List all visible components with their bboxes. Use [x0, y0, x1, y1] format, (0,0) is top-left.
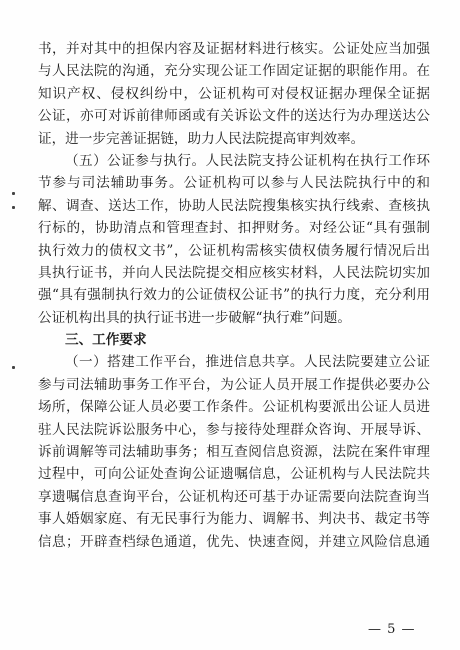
text-line: 强“具有强制执行效力的公证债权公证书”的执行力度，充分利用: [38, 287, 430, 304]
text-line: 过程中，可向公证处查询公证遗嘱信息，公证机构与人民法院共: [38, 466, 430, 483]
text-line: 公证，亦可对诉前律师函或有关诉讼文件的送达行为办理送达公: [38, 108, 430, 125]
text-line: 参与司法辅助事务工作平台，为公证人员开展工作提供必要办公: [38, 376, 430, 393]
margin-dot: [12, 192, 15, 195]
text-line: 事人婚姻家庭、有无民事行为能力、调解书、判决书、裁定书等: [38, 511, 430, 528]
section-5-heading-line: （五）公证参与执行。人民法院支持公证机构在执行工作环: [65, 152, 430, 169]
subsection-1-heading-line: （一）搭建工作平台，推进信息共享。人民法院要建立公证: [65, 354, 430, 371]
text-line: 书，并对其中的担保内容及证据材料进行核实。公证处应当加强: [38, 41, 430, 57]
text-line: 执行效力的债权文书”，公证机构需核实债权债务履行情况后出: [38, 242, 430, 259]
text-line: 诉前调解等司法辅助事务；相互查阅信息资源，法院在案件审理: [38, 444, 430, 461]
text-line: 解、调查、送达工作，协助人民法院搜集核实执行线索、查核执: [38, 197, 430, 214]
text-line: 证，进一步完善证据链，助力人民法院提高审判效率。: [38, 130, 365, 147]
text-line: 公证机构出具的执行证书进一步破解“执行难”问题。: [38, 309, 351, 326]
page-number: — 5 —: [368, 622, 416, 637]
body-text: [38, 38, 430, 553]
margin-dot: [12, 206, 15, 209]
text-line: 享遗嘱信息查询平台，公证机构还可基于办证需要向法院查询当: [38, 488, 430, 505]
text-line: 与人民法院的沟通，充分实现公证工作固定证据的职能作用。在: [38, 63, 430, 80]
text-line: 知识产权、侵权纠纷中，公证机构可对侵权证据办理保全证据: [38, 85, 430, 102]
margin-dot: [12, 366, 15, 369]
text-line: 场所，保障公证人员必要工作条件。公证机构要派出公证人员进: [38, 399, 430, 416]
text-line: 驻人民法院诉讼服务中心，参与接待处理群众咨询、开展导诉、: [38, 421, 430, 438]
text-line: 信息；开辟查档绿色通道，优先、快速查阅，并建立风险信息通: [38, 533, 430, 550]
section-heading: 三、工作要求: [65, 332, 147, 349]
text-line: 节参与司法辅助事务。公证机构可以参与人民法院执行中的和: [38, 175, 430, 192]
text-line: 行标的，协助清点和管理查封、扣押财务。对经公证“具有强制: [38, 220, 430, 237]
text-line: 具执行证书，并向人民法院提交相应核实材料，人民法院切实加: [38, 264, 430, 281]
